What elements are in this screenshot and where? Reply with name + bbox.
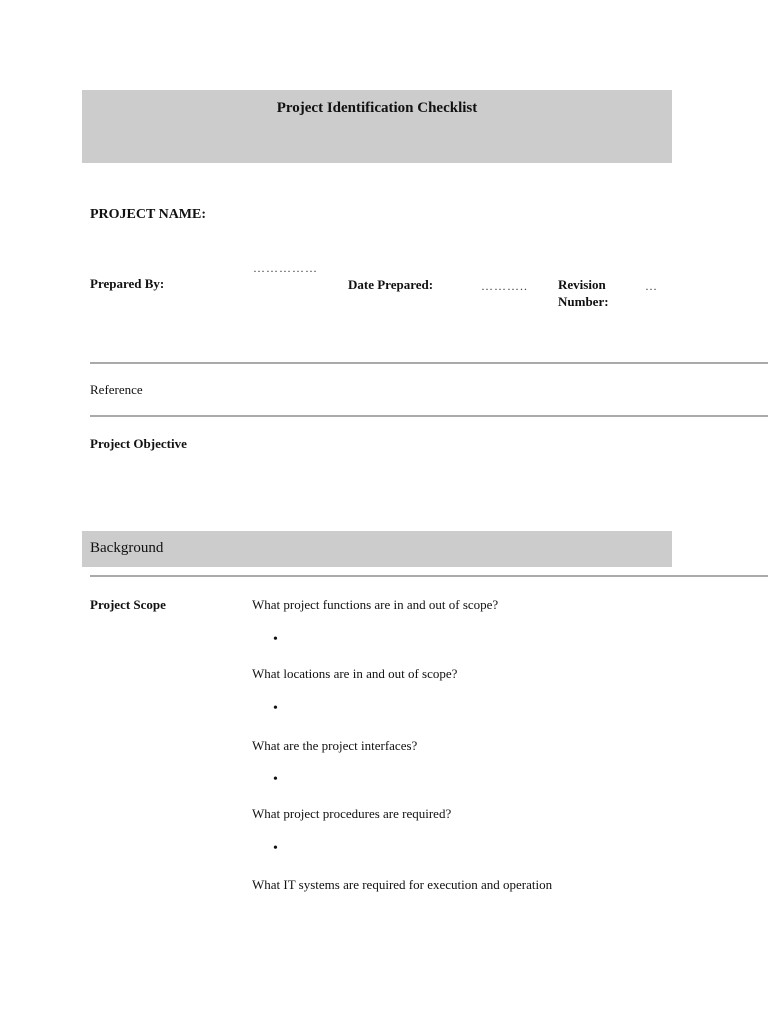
scope-question: What project procedures are required? [252,806,452,821]
project-scope-label: Project Scope [90,597,166,612]
reference-label: Reference [90,382,143,397]
prepared-by-label: Prepared By: [90,276,165,291]
project-name-label: PROJECT NAME: [90,207,207,222]
scope-bullet: • [273,841,278,856]
date-prepared-dots: ……….. [481,279,528,293]
background-label: Background [90,540,164,556]
scope-question: What are the project interfaces? [252,738,418,753]
scope-question: What project functions are in and out of scope? [252,597,499,612]
divider-reference [90,415,768,417]
revision-label-line2: Number: [558,294,609,309]
prepared-by-dots: …………… [253,261,318,275]
document-title: Project Identification Checklist [276,100,478,116]
scope-bullet: • [273,772,278,787]
date-prepared-label: Date Prepared: [348,277,434,292]
scope-question: What locations are in and out of scope? [252,666,458,681]
scope-bullet: • [273,632,278,647]
background-band [82,531,672,567]
divider-top [90,362,768,364]
project-objective-label: Project Objective [90,436,187,451]
divider-background [90,575,768,577]
scope-bullet: • [273,701,278,716]
scope-question: What IT systems are required for execution and operation [252,877,553,892]
revision-dots: … [645,279,658,293]
revision-label-line1: Revision [558,277,606,292]
title-band [82,90,672,163]
